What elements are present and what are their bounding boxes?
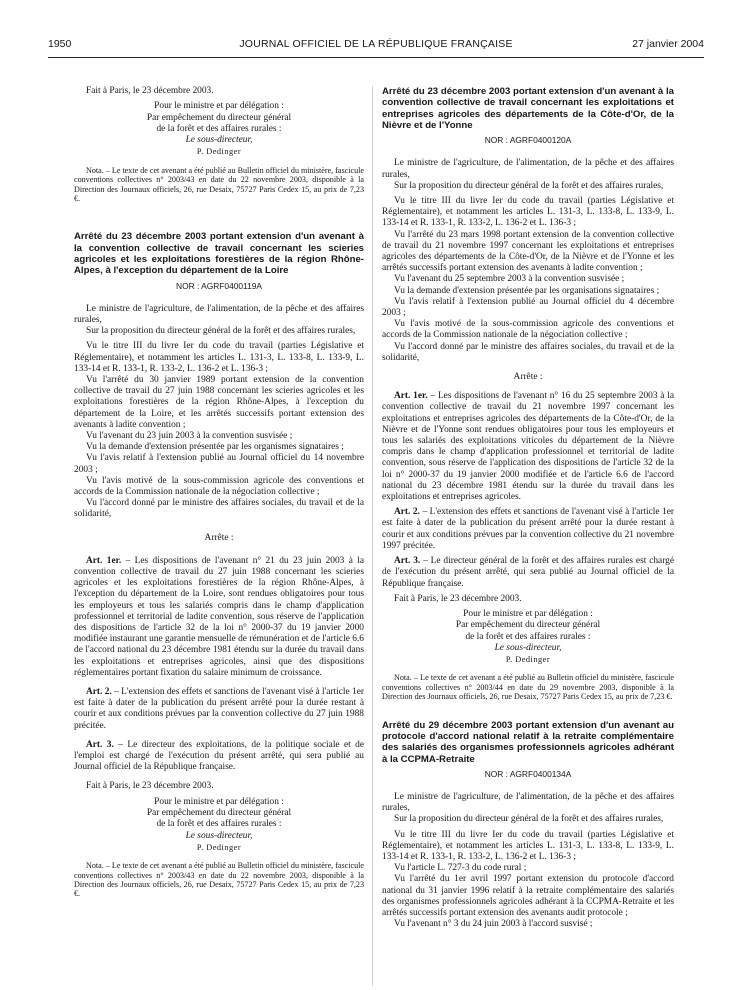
fait-line: Fait à Paris, le 23 décembre 2003. bbox=[394, 593, 522, 604]
signature-block: Pour le ministre et par délégation : Par empêchement du directeur général de la forêt et des affaires rurales : Le sous-directeur, P. Dedinger bbox=[382, 609, 674, 665]
signatory: P. Dedinger bbox=[196, 842, 242, 852]
issue-date: 27 janvier 2004 bbox=[632, 38, 704, 50]
nor-reference: NOR : AGRF0400134A bbox=[484, 768, 572, 779]
right-column: Arrêté du 23 décembre 2003 portant extension d'un avenant à la convention collective de travail concernant les exploitations et entreprises agricoles des départements de la Côte-d'Or, de la Nièvre et de l'Yonne NOR : AGRF0400120A Le ministre de l'agriculture, de l'alimentation, de la pêche et des affaires rurales, Sur la proposition du directeur général de la forêt et des affaires rurales, Vu le titre III du livre Ier du code du travail (parties Législative et Réglementaire), et notamment les articles L. 131-3, L. 133-8, L. 133-9, L. 133-14 et R. 133-1, R. 133-2, L. 136-2 et L. 136-3 ; Vu l'arrêté du 23 mars 1998 portant extension de la convention collective de travail du 21 novembre 1997 concernant les exploitations et entreprises agricoles des départements de la Côte-d'Or, de la Nièvre et de l'Yonne et les arrêtés successifs portant extension des avenants à ladite convention ; Vu l'avenant du 25 septembre 2003 à la convention susvisée ; Vu la demande d'extension présentée par les organisations signataires ; Vu l'avis relatif à l'extension publié au Journal officiel du 4 décembre 2003 ; Vu l'avis motivé de la sous-commission agricole des conventions et accords de la Commission nationale de la négociation collective ; Vu l'accord donné par le ministre des affaires sociales, du travail et de la solidarité, Arrête : Art. 1er. – Les dispositions de l'avenant n° 16 du 25 septembre 2003 à la convention collective de travail du 21 novembre 1997 concernant les exploitations et entreprises agricoles des départements de la Côte-d'Or, de la Nièvre et de l'Yonne sont rendues obligatoires pour tous les employeurs et tous les salariés des exploitations viticoles du département de la Nièvre compris dans le champ d'application professionnel et territorial de ladite convention, sous réserve de l'application des dispositions de l'article 32 de la loi n° 2000-37 du 19 janvier 2000 modifiée et de l'article 6.6 de l'accord national du 23 décembre 1981 étendu sur la durée du travail dans les exploitations et entreprises agricoles. Art. 2. – L'extension des effets et sanctions de l'avenant visé à l'article 1er est faite à dater de la publication du présent arrêté pour la durée restant à courir et aux conditions prévues par la convention collective du 21 novembre 1997 précitée. Art. 3. – Le directeur général de la forêt et des affaires rurales est chargé de l'exécution du présent arrêté, qui sera publié au Journal officiel de la République française. Fait à Paris, le 23 décembre 2003. Pour le ministre et par délégation : Par empêchement du directeur général de la forêt et des affaires rurales : Le sous-directeur, P. Dedinger Nota. – Le texte de cet avenant a été publié au Bulletin officiel du ministère, fascicule conventions collectives n° 2003/44 en date du 29 novembre 2003, disponible à la Direction des Journaux officiels, 26, rue Desaix, 75727 Paris Cedex 15, au prix de 7,23 €. Arrêté du 29 décembre 2003 portant extension d'un avenant au protocole d'accord national relatif à la retraite complémentaire des salariés des organismes professionnels agricoles adhérant à la CCPMA-Retraite NOR : AGRF0400134A Le ministre de l'agriculture, de l'alimentation, de la pêche et des affaires rurales, Sur la proposition du directeur général de la forêt et des affaires rurales, Vu le titre III du livre Ier du code du travail (parties Législative et Réglementaire), et notamment les articles L. 131-3, L. 133-8, L. 133-9, L. 133-14 et R. 133-1, R. 133-2, L. 136-2 et L. 136-3 ; Vu l'article L. 727-3 du code rural ; Vu l'arrêté du 1er avril 1997 portant extension du protocole d'accord national du 31 janvier 1996 relatif à la retraite complémentaire des salariés des organismes professionnels agricoles adhérant à la CCPMA-Retraite et les arrêtés successifs portant extension des avenants audit protocole ; Vu l'avenant n° 3 du 24 juin 2003 à l'accord susvisé ; bbox=[382, 86, 675, 930]
signature-block: Pour le ministre et par délégation : Par empêchement du directeur général de la forêt et des affaires rurales : Le sous-directeur, P. Dedinger bbox=[74, 101, 364, 157]
fait-line: Fait à Paris, le 23 décembre 2003. bbox=[86, 781, 214, 792]
signatory: P. Dedinger bbox=[505, 655, 551, 665]
left-column: Fait à Paris, le 23 décembre 2003. Pour le ministre et par délégation : Par empêchement du directeur général de la forêt et des affaires rurales : Le sous-directeur, P. Dedinger Nota. – Le texte de cet avenant a été publié au Bulletin officiel du ministère, fascicule conventions collectives n° 2003/43 en date du 22 novembre 2003, disponible à la Direction des Journaux officiels, 26, rue Desaix, 75727 Paris Cedex 15, au prix de 7,23 €. Arrêté du 23 décembre 2003 portant extension d'un avenant à la convention collective de travail concernant les scieries agricoles et les exploitations forestières de la région Rhône-Alpes, à l'exception du département de la Loire NOR : AGRF0400119A Le ministre de l'agriculture, de l'alimentation, de la pêche et des affaires rurales, Sur la proposition du directeur général de la forêt et des affaires rurales, Vu le titre III du livre Ier du code du travail (parties Législative et Réglementaire), et notamment les articles L. 131-3, L. 133-8, L. 133-9, L. 133-14 et R. 133-1, R. 133-2, L. 136-2 et L. 136-3 ; Vu l'arrêté du 30 janvier 1989 portant extension de la convention collective de travail du 27 juin 1988 concernant les scieries agricoles et les exploitations forestières de la région Rhône-Alpes, à l'exception du département de la Loire, et les arrêtés successifs portant extension des avenants à ladite convention ; Vu l'avenant du 23 juin 2003 à la convention susvisée ; Vu la demande d'extension présentée par les organismes signataires ; Vu l'avis relatif à l'extension publié au Journal officiel du 14 novembre 2003 ; Vu l'avis motivé de la sous-commission agricole des conventions et accords de la Commission nationale de la négociation collective ; Vu l'accord donné par le ministre des affaires sociales, du travail et de la solidarité, Arrête : Art. 1er. – Les dispositions de l'avenant n° 21 du 23 juin 2003 à la convention collective de travail du 27 juin 1988 concernant les scieries agricoles et les exploitations forestières de la région Rhône-Alpes, à l'exception du département de la Loire, sont rendues obligatoires pour tous les employeurs et tous les salariés compris dans le champ d'application professionnel et territorial de ladite convention, sous réserve de l'application des dispositions de l'article 32 de la loi n° 2000-37 du 19 janvier 2000 modifiée instaurant une garantie mensuelle de rémunération et de l'article 6.6 de l'accord national du 23 décembre 1981 étendu sur la durée du travail dans les exploitations et entreprises agricoles, ainsi que des dispositions réglementaires portant fixation du salaire minimum de croissance. Art. 2. – L'extension des effets et sanctions de l'avenant visé à l'article 1er est faite à dater de la publication du présent arrêté pour la durée restant à courir et aux conditions prévues par la convention collective du 27 juin 1988 précitée. Art. 3. – Le directeur des exploitations, de la politique sociale et de l'emploi est chargé de l'exécution du présent arrêté, qui sera publié au Journal officiel de la République française. Fait à Paris, le 23 décembre 2003. Pour le ministre et par délégation : Par empêchement du directeur général de la forêt et des affaires rurales : Le sous-directeur, P. Dedinger Nota. – Le texte de cet avenant a été publié au Bulletin officiel du ministère, fascicule conventions collectives n° 2003/43 en date du 22 novembre 2003, disponible à la Direction des Journaux officiels, 26, rue Desaix, 75727 Paris Cedex 15, au prix de 7,23 €. bbox=[74, 86, 365, 899]
decree-title: Arrêté du 29 décembre 2003 portant extension d'un avenant au protocole d'accord national relatif à la retraite complémentaire des salariés des organismes professionnels agricoles adhérant à la CCPMA-Retraite bbox=[382, 719, 674, 765]
article-3: Art. 3. – Le directeur des exploitations, de la politique sociale et de l'emploi est chargé de l'exécution du présent arrêté, qui sera publié au Journal officiel de la République française. bbox=[74, 739, 365, 773]
nor-reference: NOR : AGRF0400119A bbox=[176, 280, 262, 291]
decree-title: Arrêté du 23 décembre 2003 portant extension d'un avenant à la convention collective de travail concernant les exploitations et entreprises agricoles des départements de la Côte-d'Or, de la Nièvre et de l'Yonne bbox=[382, 86, 674, 131]
journal-title: JOURNAL OFFICIEL DE LA RÉPUBLIQUE FRANÇAISE bbox=[239, 38, 513, 50]
article-1: Art. 1er. – Les dispositions de l'avenant n° 21 du 23 juin 2003 à la convention collective de travail du 27 juin 1988 concernant les scieries agricoles et les exploitations forestières de la région Rhône-Alpes, à l'exception du département de la Loire, sont rendues obligatoires pour tous les employeurs et tous les salariés compris dans le champ d'application professionnel et territorial de ladite convention, sous réserve de l'application des dispositions de l'article 32 de la loi n° 2000-37 du 19 janvier 2000 modifiée instaurant une garantie mensuelle de rémunération et de l'article 6.6 de l'accord national du 23 décembre 1981 étendu sur la durée du travail dans les exploitations et entreprises agricoles, ainsi que des dispositions réglementaires portant fixation du salaire minimum de croissance. bbox=[74, 555, 365, 678]
arrete-heading: Arrête : bbox=[204, 532, 234, 543]
page-number: 1950 bbox=[48, 38, 72, 50]
signature-block: Pour le ministre et par délégation : Par empêchement du directeur général de la forêt et des affaires rurales : Le sous-directeur, P. Dedinger bbox=[74, 797, 364, 853]
column-separator bbox=[372, 86, 373, 986]
page-header bbox=[48, 38, 704, 52]
decree-title: Arrêté du 23 décembre 2003 portant extension d'un avenant à la convention collective de travail concernant les scieries agricoles et les exploitations forestières de la région Rhône-Alpes, à l'exception du département de la Loire bbox=[74, 231, 364, 277]
article-3: Art. 3. – Le directeur général de la forêt et des affaires rurales est chargé de l'exécution du présent arrêté, qui sera publié au Journal officiel de la République française. bbox=[382, 556, 675, 589]
nota: Nota. – Le texte de cet avenant a été publié au Bulletin officiel du ministère, fascicule conventions collectives n° 2003/43 en date du 22 novembre 2003, disponible à la Direction des Journaux officiels, 26, rue Desaix, 75727 Paris Cedex 15, au prix de 7,23 €. bbox=[74, 165, 364, 203]
fait-line: Fait à Paris, le 23 décembre 2003. bbox=[86, 86, 214, 96]
nor-reference: NOR : AGRF0400120A bbox=[484, 135, 572, 146]
article-2: Art. 2. – L'extension des effets et sanctions de l'avenant visé à l'article 1er est faite à dater de la publication du présent arrêté pour la durée restant à courir et aux conditions prévues par la convention collective du 27 juin 1988 précitée. bbox=[74, 687, 365, 731]
arrete-heading: Arrête : bbox=[513, 372, 543, 383]
header-rule bbox=[48, 57, 704, 58]
article-1: Art. 1er. – Les dispositions de l'avenant n° 16 du 25 septembre 2003 à la convention collective de travail du 21 novembre 1997 concernant les exploitations et entreprises agricoles des départements de la Côte-d'Or, de la Nièvre et de l'Yonne sont rendues obligatoires pour tous les employeurs et tous les salariés des exploitations viticoles du département de la Nièvre compris dans le champ d'application professionnel et territorial de ladite convention, sous réserve de l'application des dispositions de l'article 32 de la loi n° 2000-37 du 19 janvier 2000 modifiée et de l'article 6.6 de l'accord national du 23 décembre 1981 étendu sur la durée du travail dans les exploitations et entreprises agricoles. bbox=[382, 391, 675, 503]
article-2: Art. 2. – L'extension des effets et sanctions de l'avenant visé à l'article 1er est faite à dater de la publication du présent arrêté pour la durée restant à courir et aux conditions prévues par la convention collective du 21 novembre 1997 précitée. bbox=[382, 507, 674, 551]
signatory: P. Dedinger bbox=[196, 147, 242, 157]
nota: Nota. – Le texte de cet avenant a été publié au Bulletin officiel du ministère, fascicule conventions collectives n° 2003/44 en date du 29 novembre 2003, disponible à la Direction des Journaux officiels, 26, rue Desaix, 75727 Paris Cedex 15, au prix de 7,23 €. bbox=[382, 673, 674, 702]
nota: Nota. – Le texte de cet avenant a été publié au Bulletin officiel du ministère, fascicule conventions collectives n° 2003/43 en date du 22 novembre 2003, disponible à la Direction des Journaux officiels, 26, rue Desaix, 75727 Paris Cedex 15, au prix de 7,23 €. bbox=[74, 861, 364, 899]
